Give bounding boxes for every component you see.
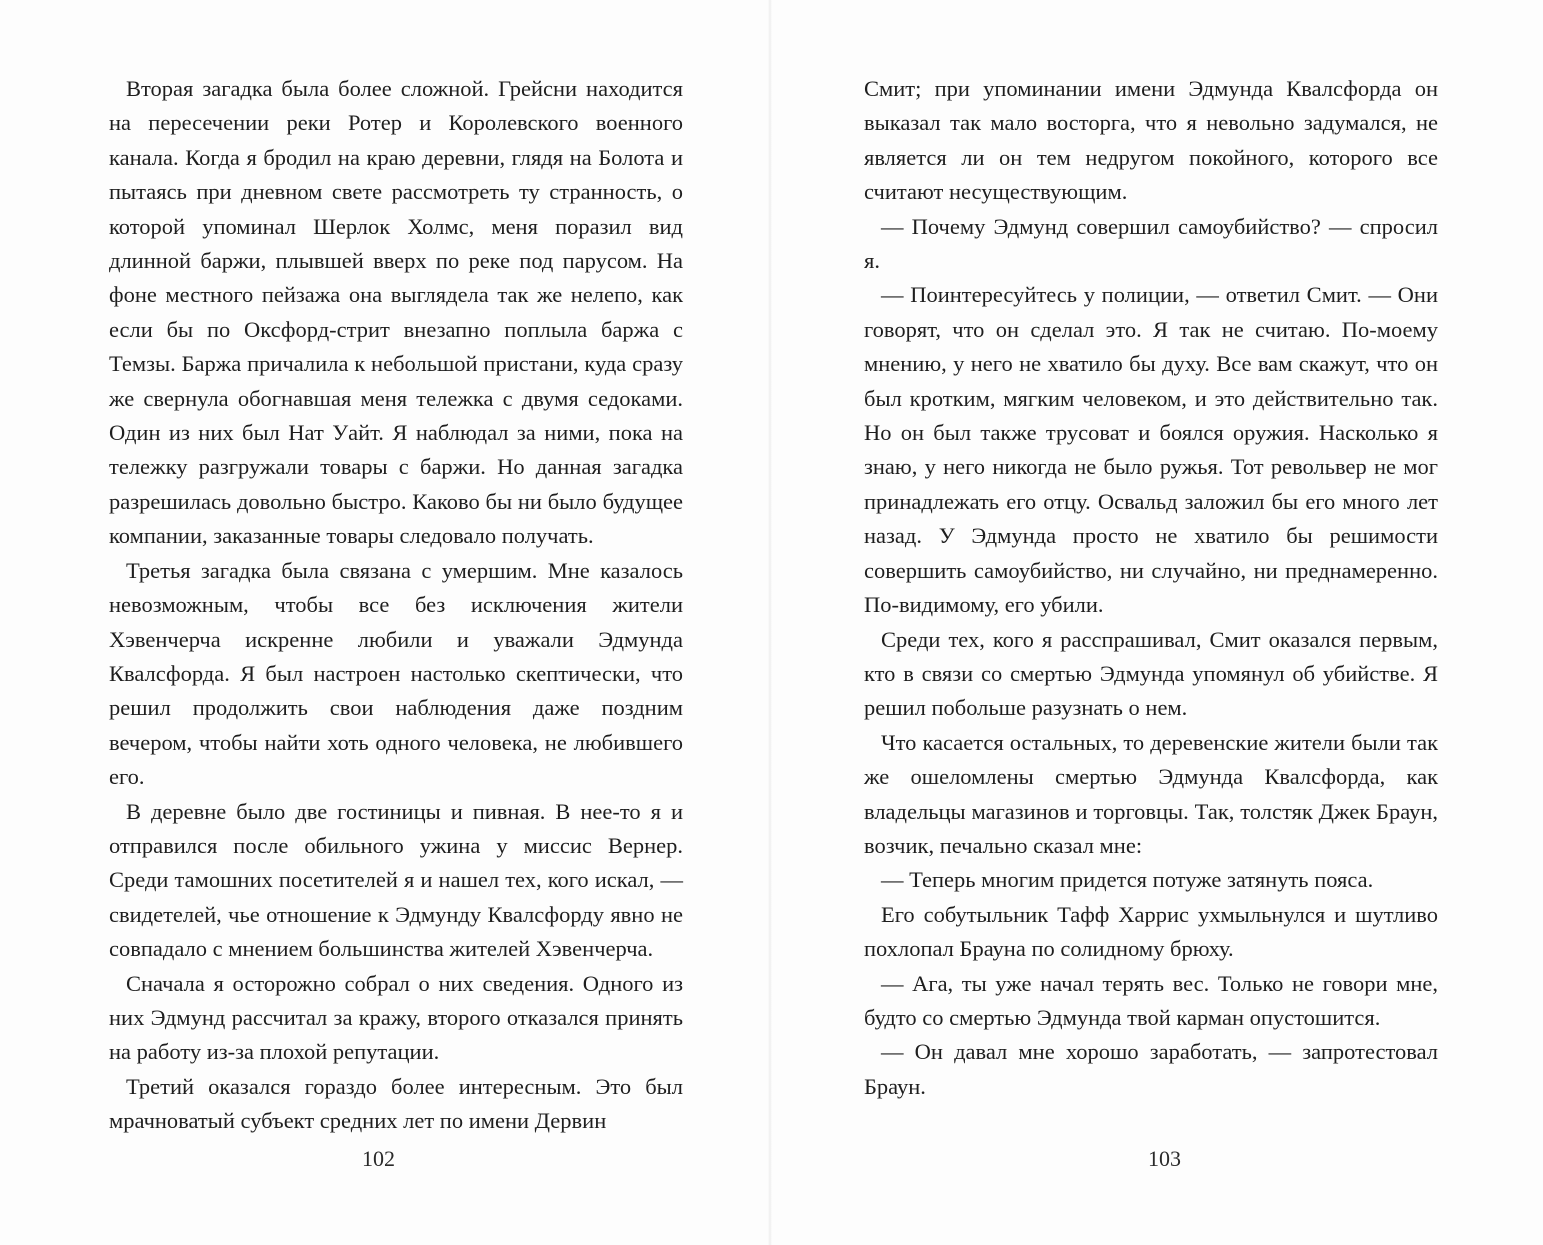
page-number: 103 — [1148, 1146, 1181, 1171]
page-number: 102 — [362, 1146, 395, 1171]
paragraph-continued: Смит; при упоминании имени Эдмунда Квалсфорда он выказал так мало восторга, что я невольно задумался, не является ли он тем недругом покойного, которого все считают несуществующим. — [864, 76, 1438, 205]
paragraph: — Поинтересуйтесь у полиции, — ответил Смит. — Они говорят, что он сделал это. Я так не считаю. По-моему мнению, у него не хватило бы духу. Все вам скажут, что он был кротким, мягким человеком, и это действительно так. Но он был также трусоват и боялся оружия. Насколько я знаю, у него никогда не было ружья. Тот револьвер не мог принадлежать его отцу. Освальд заложил бы его много лет назад. У Эдмунда просто не хватило бы решимости совершить самоубийство, ни случайно, ни преднамеренно. По-видимому, его убили. — [864, 282, 1438, 618]
right-page — [772, 0, 1543, 1245]
paragraph: — Теперь многим придется потуже затянуть пояса. — [881, 867, 1374, 893]
paragraph: Среди тех, кого я расспрашивал, Смит оказался первым, кто в связи со смертью Эдмунда упомянул об убийстве. Я решил побольше разузнать о нем. — [864, 626, 1438, 721]
right-page-text — [864, 72, 1438, 1104]
paragraph: Его собутыльник Тафф Харрис ухмыльнулся и шутливо похлопал Брауна по солидному брюху. — [864, 901, 1438, 962]
paragraph: Вторая загадка была более сложной. Грейсни находится на пересечении реки Ротер и Королевского военного канала. Когда я бродил на краю деревни, глядя на Болота и пытаясь при дневном свете рассмотреть ту странность, о которой упоминал Шерлок Холмс, меня поразил вид длинной баржи, плывшей вверх по реке под парусом. На фоне местного пейзажа она выглядела так же нелепо, как если бы по Оксфорд-стрит внезапно поплыла баржа с Темзы. Баржа причалила к небольшой пристани, куда сразу же свернула обогнавшая меня тележка с двумя седоками. Один из них был Нат Уайт. Я наблюдал за ними, пока на тележку разгружали товары с баржи. Но данная загадка разрешилась довольно быстро. Каково бы ни было будущее компании, заказанные товары следовало получать. — [109, 76, 683, 549]
paragraph: Сначала я осторожно собрал о них сведения. Одного из них Эдмунд рассчитал за кражу, второго отказался принять на работу из-за плохой репутации. — [109, 970, 683, 1065]
paragraph: — Почему Эдмунд совершил самоубийство? — спросил я. — [864, 213, 1438, 274]
paragraph: Что касается остальных, то деревенские жители были так же ошеломлены смертью Эдмунда Квалсфорда, как владельцы магазинов и торговцы. Так, толстяк Джек Браун, возчик, печально сказал мне: — [864, 729, 1438, 858]
paragraph: Третий оказался гораздо более интересным. Это был мрачноватый субъект средних лет по имени Дервин — [109, 1073, 683, 1134]
paragraph: — Ага, ты уже начал терять вес. Только не говори мне, будто со смертью Эдмунда твой карман опустошится. — [864, 970, 1438, 1030]
paragraph: — Он давал мне хорошо заработать, — запротестовал Браун. — [864, 1039, 1438, 1099]
left-page — [0, 0, 770, 1245]
paragraph: В деревне было две гостиницы и пивная. В нее-то я и отправился после обильного ужина у миссис Вернер. Среди тамошних посетителей я и нашел тех, кого искал, — свидетелей, чье отношение к Эдмунду Квалсфорду явно не совпадало с мнением большинства жителей Хэвенчерча. — [109, 798, 683, 962]
paragraph: Третья загадка была связана с умершим. Мне казалось невозможным, чтобы все без исключения жители Хэвенчерча искренне любили и уважали Эдмунда Квалсфорда. Я был настроен настолько скептически, что решил продолжить свои наблюдения даже поздним вечером, чтобы найти хоть одного человека, не любившего его. — [109, 557, 683, 790]
left-page-text — [109, 72, 683, 1139]
